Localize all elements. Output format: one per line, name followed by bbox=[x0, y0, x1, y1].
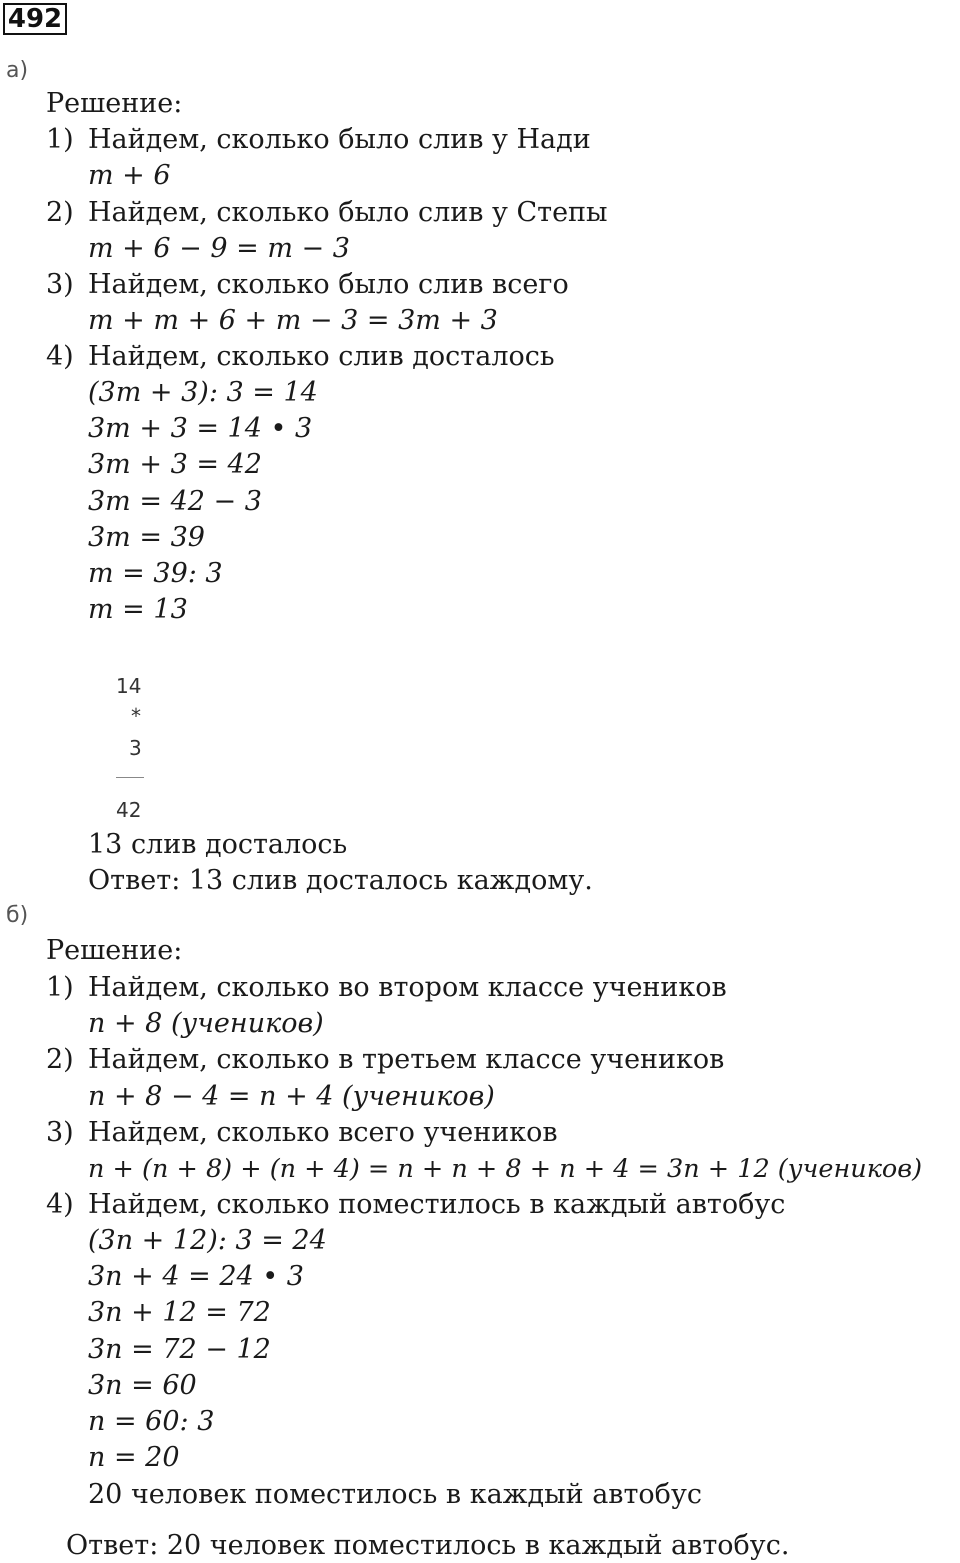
math-line: m + 6 − 9 = m − 3 bbox=[88, 233, 350, 264]
part-a-heading: Решение: bbox=[46, 88, 183, 119]
column-result: 42 bbox=[116, 798, 142, 822]
math-line: (3n + 12): 3 = 24 bbox=[88, 1225, 327, 1256]
step-number: 1) bbox=[46, 972, 74, 1003]
math-line: 3m + 3 = 42 bbox=[88, 449, 262, 480]
math-line: (3m + 3): 3 = 14 bbox=[88, 377, 318, 408]
math-line: n + 8 (учеников) bbox=[88, 1008, 324, 1039]
math-line: n + 8 − 4 = n + 4 (учеников) bbox=[88, 1081, 495, 1112]
step-text: Найдем, сколько в третьем классе учеников bbox=[88, 1044, 725, 1075]
math-line: 3n = 72 − 12 bbox=[88, 1334, 271, 1365]
step-text: Найдем, сколько поместилось в каждый автобус bbox=[88, 1189, 786, 1220]
math-line: n + (n + 8) + (n + 4) = n + n + 8 + n + 4 = 3n + 12 (учеников) bbox=[88, 1154, 923, 1184]
step-text: Найдем, сколько во втором классе учеников bbox=[88, 972, 727, 1003]
step-text: Найдем, сколько слив досталось bbox=[88, 341, 555, 372]
part-b-label: б) bbox=[6, 903, 29, 928]
step-text: Найдем, сколько было слив у Нади bbox=[88, 124, 591, 155]
step-number: 4) bbox=[46, 341, 74, 372]
conclusion: 20 человек поместилось в каждый автобус bbox=[88, 1479, 702, 1510]
column-divider bbox=[116, 777, 144, 778]
math-line: m + 6 bbox=[88, 160, 171, 191]
step-number: 2) bbox=[46, 1044, 74, 1075]
column-bottom: 3 bbox=[129, 736, 142, 760]
math-line: 3n + 4 = 24 • 3 bbox=[88, 1261, 304, 1292]
step-number: 4) bbox=[46, 1189, 74, 1220]
math-line: 3m = 42 − 3 bbox=[88, 486, 262, 517]
math-line: 3n = 60 bbox=[88, 1370, 197, 1401]
math-line: m = 39: 3 bbox=[88, 558, 223, 589]
math-line: 3m + 3 = 14 • 3 bbox=[88, 413, 313, 444]
math-line: m + m + 6 + m − 3 = 3m + 3 bbox=[88, 305, 498, 336]
step-text: Найдем, сколько было слив всего bbox=[88, 269, 569, 300]
math-line: 3m = 39 bbox=[88, 522, 205, 553]
answer: Ответ: 13 слив досталось каждому. bbox=[88, 865, 593, 896]
answer: Ответ: 20 человек поместилось в каждый автобус. bbox=[66, 1530, 790, 1561]
math-line: n = 20 bbox=[88, 1442, 180, 1473]
part-b-heading: Решение: bbox=[46, 935, 183, 966]
column-top: 14 bbox=[116, 674, 142, 698]
math-line: n = 60: 3 bbox=[88, 1406, 215, 1437]
conclusion: 13 слив досталось bbox=[88, 829, 348, 860]
step-number: 2) bbox=[46, 197, 74, 228]
step-number: 3) bbox=[46, 269, 74, 300]
step-text: Найдем, сколько было слив у Степы bbox=[88, 197, 608, 228]
step-number: 3) bbox=[46, 1117, 74, 1148]
column-operator: * bbox=[131, 704, 141, 728]
step-text: Найдем, сколько всего учеников bbox=[88, 1117, 558, 1148]
task-number: 492 bbox=[3, 3, 67, 35]
math-line: m = 13 bbox=[88, 594, 188, 625]
math-line: 3n + 12 = 72 bbox=[88, 1297, 271, 1328]
part-a-label: а) bbox=[6, 58, 29, 83]
step-number: 1) bbox=[46, 124, 74, 155]
